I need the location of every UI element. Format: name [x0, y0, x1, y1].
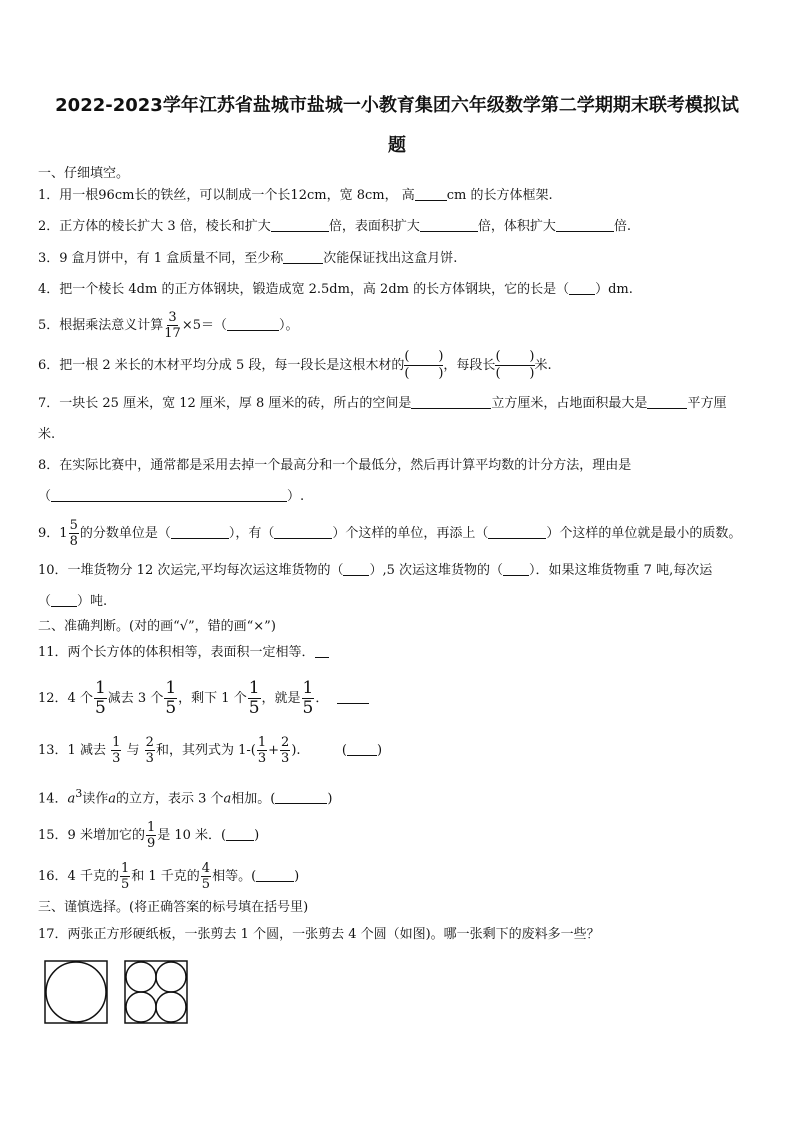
fraction: $\frac{1}{5}$	[94, 678, 106, 718]
answer-blank[interactable]	[275, 789, 327, 804]
question-6: 6．把一根 2 米长的木材平均分成 5 段，每一段长是这根木材的 ( ) ( ) ，每段长 ( ) ( ) 米.	[38, 349, 552, 381]
question-7: 7．一块长 25 厘米，宽 12 厘米，厚 8 厘米的砖，所占的空间是 立方厘米，占地面积最大是 平方厘	[38, 396, 727, 411]
square-with-four-circles-figure	[124, 960, 188, 1024]
fraction: $\frac{1}{3}$	[112, 735, 121, 766]
fraction: $\frac{1}{5}$	[120, 861, 130, 892]
question-10: 10．一堆货物分 12 次运完,平均每次运这堆货物的（ ）,5 次运这堆货物的（ ）．如果这堆货物重 7 吨,每次运	[38, 563, 713, 578]
section-1-heading: 一、仔细填空。	[38, 166, 130, 181]
answer-blank[interactable]	[343, 561, 369, 576]
question-16: 16．4 千克的 $\frac{1}{5}$ 和 1 千克的 $\frac{4}{5}$ 相等。( )	[38, 861, 300, 892]
fraction: $\frac{3}{17}$	[164, 310, 181, 341]
answer-blank[interactable]	[271, 217, 329, 232]
fraction: $\frac{1}{5}$	[302, 678, 314, 718]
question-14: 14．$a^3$读作a的立方，表示 3 个a相加。( )	[38, 787, 333, 807]
answer-blank[interactable]	[171, 524, 229, 539]
fraction: $\frac{2}{3}$	[145, 735, 154, 766]
section-3-heading: 三、谨慎选择。(将正确答案的标号填在括号里)	[38, 900, 309, 915]
fraction: $\frac{1}{5}$	[165, 678, 177, 718]
small-circle	[126, 962, 156, 992]
small-circle	[126, 992, 156, 1022]
answer-blank[interactable]	[556, 217, 614, 232]
fraction: $\frac{1}{9}$	[146, 820, 156, 851]
answer-blank[interactable]	[51, 487, 287, 502]
answer-blank[interactable]	[347, 741, 377, 756]
answer-blank[interactable]	[227, 316, 279, 331]
question-8: 8．在实际比赛中，通常都是采用去掉一个最高分和一个最低分，然后再计算平均数的计分方法，理由是	[38, 458, 632, 473]
answer-blank[interactable]	[283, 249, 323, 264]
question-3: 3．9 盒月饼中，有 1 盒质量不同，至少称 次能保证找出这盒月饼.	[38, 251, 458, 266]
answer-blank[interactable]	[315, 643, 329, 658]
fraction: $\frac{1}{3}$	[257, 735, 267, 766]
fraction: $\frac{1}{5}$	[248, 678, 260, 718]
answer-blank[interactable]	[415, 186, 447, 201]
square-with-one-circle-figure	[44, 960, 108, 1024]
question-5: 5．根据乘法意义计算 $\frac{3}{17}$ ×5＝（ ）。	[38, 310, 299, 341]
question-8-cont: （ ）.	[38, 489, 305, 504]
answer-blank[interactable]	[488, 524, 546, 539]
question-15: 15．9 米增加它的 $\frac{1}{9}$ 是 10 米．( )	[38, 820, 260, 851]
section-2-heading: 二、准确判断。(对的画“√”，错的画“×”)	[38, 619, 276, 634]
fraction: $\frac{5}{8}$	[69, 518, 78, 549]
question-1: 1．用一根96cm长的铁丝，可以制成一个长12cm，宽 8cm， 高 cm 的长方体框架.	[38, 188, 553, 203]
question-17: 17．两张正方形硬纸板，一张剪去 1 个圆，一张剪去 4 个圆（如图)。哪一张剩下的废料多一些？	[38, 927, 600, 942]
question-7-cont: 米.	[38, 427, 56, 442]
question-10-cont: （ ）吨.	[38, 594, 108, 609]
answer-blank[interactable]	[256, 867, 294, 882]
answer-blank[interactable]	[51, 592, 77, 607]
question-12: 12．4 个 $\frac{1}{5}$ 减去 3 个 $\frac{1}{5}$ ，剩下 1 个 $\frac{1}{5}$ ，就是 $\frac{1}{5}$ ．	[38, 679, 758, 719]
fraction-blank[interactable]: ( ) ( )	[495, 349, 535, 381]
answer-blank[interactable]	[411, 394, 491, 409]
question-11: 11．两个长方体的体积相等，表面积一定相等．	[38, 643, 758, 663]
small-circle	[156, 962, 186, 992]
fraction-blank[interactable]: ( ) ( )	[404, 349, 444, 381]
fraction: $\frac{4}{5}$	[201, 861, 211, 892]
small-circle	[156, 992, 186, 1022]
fraction: $\frac{2}{3}$	[281, 735, 290, 766]
question-13: 13．1 减去 $\frac{1}{3}$ 与 $\frac{2}{3}$ 和，其列式为 1-( $\frac{1}{3}$ + $\frac{2}{3}$ ). ( )	[38, 735, 383, 766]
answer-blank[interactable]	[274, 524, 332, 539]
answer-blank[interactable]	[503, 561, 529, 576]
answer-blank[interactable]	[226, 826, 254, 841]
answer-blank[interactable]	[647, 394, 687, 409]
answer-blank[interactable]	[420, 217, 478, 232]
square-board	[125, 961, 187, 1023]
large-circle	[46, 962, 106, 1022]
question-2: 2．正方体的棱长扩大 3 倍，棱长和扩大 倍，表面积扩大 倍，体积扩大 倍.	[38, 219, 631, 234]
answer-blank[interactable]	[569, 280, 595, 295]
page-title: 2022-2023学年江苏省盐城市盐城一小教育集团六年级数学第二学期期末联考模拟试 题	[55, 95, 739, 156]
answer-blank[interactable]	[337, 689, 369, 704]
question-4: 4．把一个棱长 4dm 的正方体钢块，锻造成宽 2.5dm，高 2dm 的长方体钢块，它的长是（ ）dm.	[38, 282, 633, 297]
question-9: 9．1 $\frac{5}{8}$ 的分数单位是（ ），有（ ）个这样的单位，再添上（ ）个这样的单位就是最小的质数。	[38, 518, 742, 549]
